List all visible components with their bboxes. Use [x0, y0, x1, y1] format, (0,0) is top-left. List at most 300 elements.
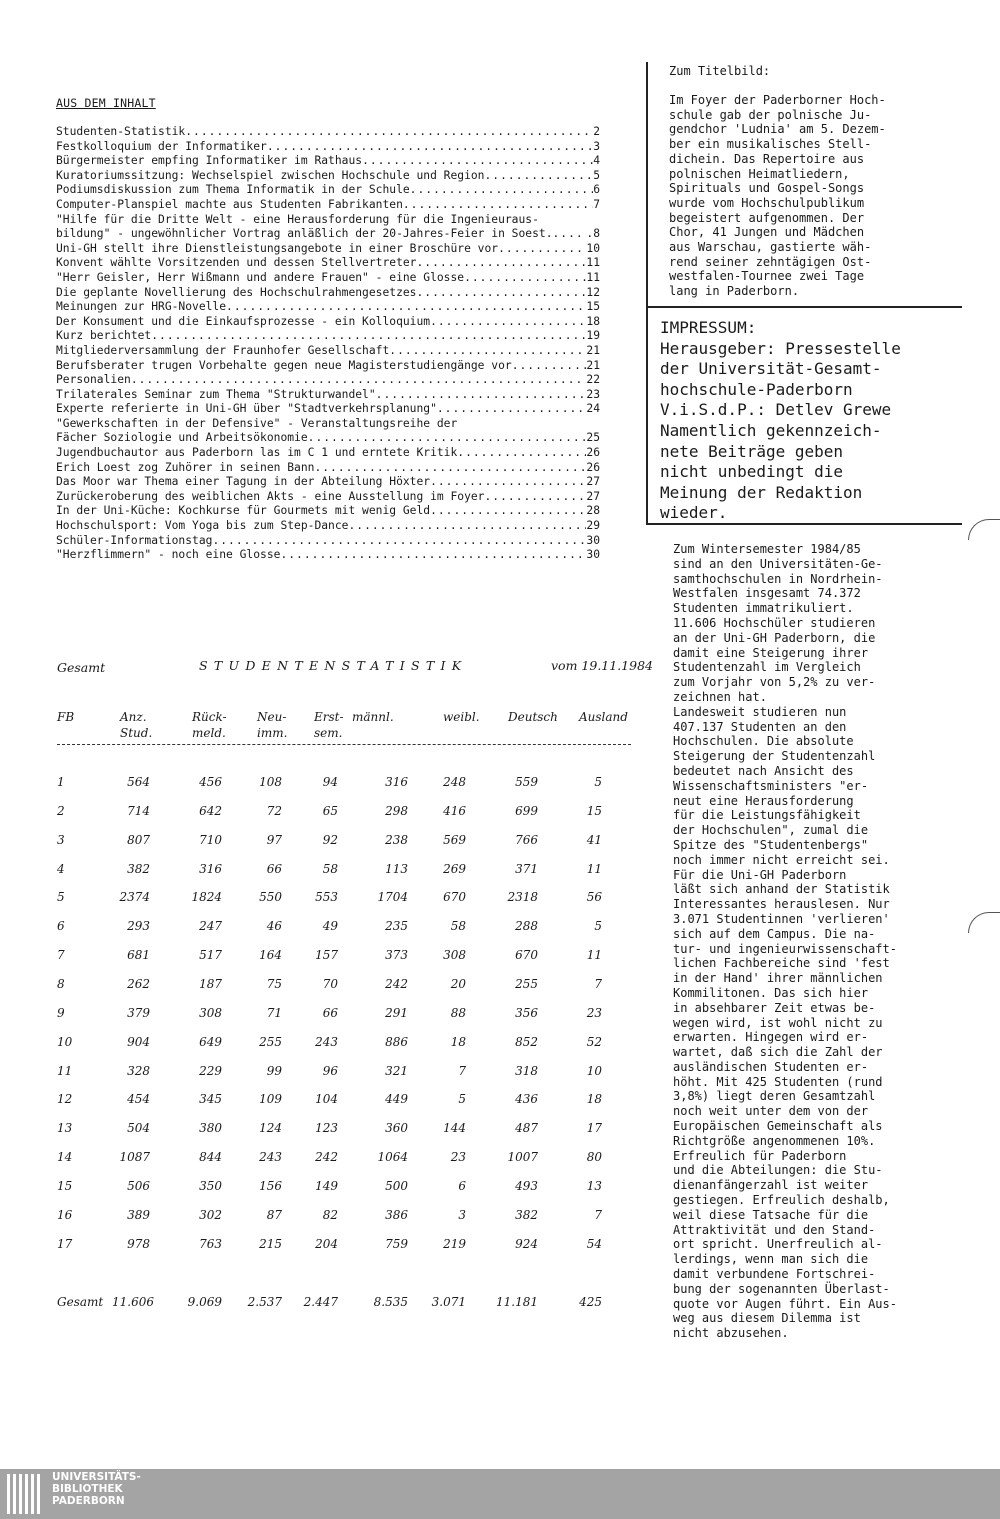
logo-line: BIBLIOTHEK	[52, 1483, 123, 1495]
stat-cell: 94	[322, 775, 338, 789]
toc-leader	[267, 140, 593, 155]
toc-entry	[56, 417, 600, 432]
toc-entry-title: Fächer Soziologie und Arbeitsökonomie	[56, 431, 308, 445]
stat-total-cell: 11.606	[112, 1295, 154, 1309]
toc-entry-page: 28	[586, 504, 600, 518]
article-text	[673, 542, 913, 1341]
stat-cell: 54	[586, 1236, 602, 1251]
toc-entry-page: 24	[586, 402, 600, 416]
toc-entry-page: 27	[586, 489, 600, 503]
stat-cell: 18	[586, 1092, 602, 1107]
toc-entry-page: 4	[593, 154, 600, 168]
toc-leader	[212, 534, 586, 549]
stat-cell: 7	[594, 976, 602, 991]
stat-column-header: Deutsch	[508, 710, 558, 724]
stat-cell: 564	[127, 775, 150, 789]
stat-cell: 924	[515, 1236, 538, 1251]
toc-leader	[131, 373, 587, 388]
stat-cell: 517	[199, 948, 222, 963]
toc-entry-title: In der Uni-Küche: Kochkurse für Gourmets mit wenig Geld	[56, 504, 431, 518]
toc-entry-title: Festkolloquium der Informatiker	[56, 139, 267, 153]
toc-entry	[56, 300, 600, 315]
article-paragraph: Zum Wintersemester 1984/85 sind an den Universitäten-Ge- samthochschulen in Nordrhein- Westfalen insgesamt 74.372 Studenten immatrikuliert. 11.606 Hochschüler studieren an der Uni-GH Paderborn, die damit eine Steigerung ihrer Studentenzahl im Vergleich zum Vorjahr von 5,2% zu ver- zeichnen hat.	[673, 542, 883, 704]
stat-cell: 449	[385, 1092, 408, 1107]
toc-entry-page: 30	[586, 533, 600, 547]
stat-cell: 52	[586, 1034, 602, 1049]
toc-leader	[226, 300, 586, 315]
stat-cell: 248	[443, 775, 466, 789]
stat-cell: 356	[515, 1005, 538, 1020]
stat-cell: 759	[385, 1236, 408, 1251]
stat-fb-cell: 8	[57, 976, 65, 991]
stat-cell: 1704	[377, 890, 408, 905]
toc-entry	[56, 534, 600, 549]
stat-cell: 5	[458, 1092, 466, 1107]
stat-cell: 56	[586, 890, 602, 905]
toc-leader	[410, 183, 594, 198]
toc-entry	[56, 402, 600, 417]
stat-cell: 66	[266, 861, 282, 876]
toc-entry-page: 7	[593, 197, 600, 211]
stat-cell: 2318	[507, 890, 538, 905]
stat-column-header: Ausland	[579, 710, 628, 724]
stat-cell: 87	[266, 1207, 282, 1222]
stat-cell: 308	[199, 1005, 222, 1020]
toc-entry	[56, 431, 600, 446]
article-paragraph: Für die Uni-GH Paderborn läßt sich anhand der Statistik Interessantes herauslesen. Nur 3.071 Studentinnen 'verlieren' sich auf dem Campus. Die na- tur- und ingenieurwissenschaft- lichen Fachbereiche sind 'fest in der Hand' ihrer männlichen Kommilitonen. Das sich hier in absehbarer Zeit etwas be- wegen wird, ist wohl nicht zu erwarten. Hingegen wird er- wartet, daß sich die Zahl der ausländischen Studenten er- höht. Mit 425 Studenten (rund 3,8%) liegt deren Gesamtzahl noch weit unter dem von der Europäischen Gemeinschaft als Richtgröße angenommenen 10%.	[673, 867, 897, 1148]
imprint-line: nete Beiträge geben	[660, 441, 844, 461]
toc-leader	[348, 519, 586, 534]
stat-label: Gesamt	[57, 660, 106, 675]
toc-leader	[553, 227, 587, 242]
stat-cell: 504	[127, 1121, 150, 1136]
column-divider	[646, 62, 648, 524]
toc-entry-page: 19	[586, 329, 600, 343]
toc-entry-title: Bürgermeister empfing Informatiker im Rathaus	[56, 154, 363, 168]
stat-cell: 255	[515, 976, 538, 991]
stat-cell: 96	[322, 1063, 338, 1078]
stat-cell: 20	[450, 976, 466, 991]
stat-cell: 386	[385, 1207, 408, 1222]
stat-cell: 164	[259, 948, 282, 963]
stat-cell: 247	[199, 919, 222, 934]
stat-cell: 382	[515, 1207, 538, 1222]
stat-title: STUDENTENSTATISTIK	[199, 658, 468, 673]
stat-fb-cell: 6	[57, 919, 65, 934]
imprint-line: hochschule-Paderborn	[660, 379, 853, 399]
stat-cell: 156	[259, 1178, 282, 1193]
toc-entry	[56, 125, 600, 140]
toc-entry	[56, 256, 600, 271]
stat-cell: 670	[515, 948, 538, 963]
stat-cell: 2374	[119, 890, 150, 905]
stat-cell: 852	[515, 1034, 538, 1049]
cover-text: Im Foyer der Paderborner Hoch- schule gab der polnische Ju- gendchor 'Ludnia' am 5. Dezem- ber ein musikalisches Stell- dichein. Das Repertoire aus polnischen Heimatliedern, Spirituals und Gospel-Songs wurde vom Hochschulpublikum begeistert aufgenommen. Der Chor, 41 Jungen und Mädchen aus Warschau, gastierte wäh- rend seiner zehntägigen Ost- westfalen-Tournee zwei Tage lang in Paderborn.	[669, 93, 886, 299]
toc-entry	[56, 519, 600, 534]
toc-entry-title: Experte referierte in Uni-GH über "Stadtverkehrsplanung"	[56, 402, 437, 416]
stat-cell: 215	[259, 1236, 282, 1251]
stat-cell: 487	[515, 1121, 538, 1136]
stat-cell: 360	[385, 1121, 408, 1136]
toc-entry-title: "Herr Geisler, Herr Wißmann und andere Frauen" - eine Glosse	[56, 270, 465, 284]
toc-entry-page: 12	[586, 285, 600, 299]
stat-cell: 316	[199, 861, 222, 876]
stat-column-header: weibl.	[443, 710, 480, 724]
toc-leader	[498, 242, 586, 257]
page-curl-mark	[968, 912, 1000, 933]
stat-total-cell: 8.535	[373, 1295, 408, 1309]
stat-cell: 243	[315, 1034, 338, 1049]
stat-column-header: FB	[57, 710, 75, 724]
stat-fb-cell: 15	[57, 1178, 73, 1193]
stat-cell: 321	[385, 1063, 408, 1078]
toc-entry-title: Personalien	[56, 373, 131, 387]
toc-entry-page: 27	[586, 475, 600, 489]
stat-cell: 670	[443, 890, 466, 905]
stat-cell: 243	[259, 1150, 282, 1165]
library-logo-text	[52, 1471, 141, 1507]
stat-cell: 373	[385, 948, 408, 963]
imprint-line: der Universität-Gesamt-	[660, 359, 882, 379]
stat-fb-cell: 12	[57, 1092, 73, 1107]
stat-cell: 238	[385, 832, 408, 847]
stat-cell: 17	[586, 1121, 602, 1136]
toc-entry	[56, 227, 600, 242]
logo-line: PADERBORN	[52, 1495, 125, 1507]
stat-cell: 714	[127, 803, 150, 818]
toc-entry	[56, 213, 600, 228]
stat-cell: 18	[450, 1034, 466, 1049]
logo-line: UNIVERSITÄTS-	[52, 1471, 141, 1483]
stat-fb-cell: 4	[57, 861, 65, 876]
toc-entry-title: Studenten-Statistik	[56, 125, 186, 138]
toc-entry	[56, 490, 600, 505]
toc-entry-page: 30	[586, 548, 600, 562]
toc-entry-title: Berufsberater trugen Vorbehalte gegen neue Magisterstudiengänge vor	[56, 358, 512, 372]
stat-column-header: Rück- meld.	[192, 710, 227, 740]
stat-cell: 82	[322, 1207, 338, 1222]
stat-cell: 242	[315, 1150, 338, 1165]
stat-cell: 235	[385, 919, 408, 934]
stat-cell: 15	[586, 803, 602, 818]
page-curl-mark	[968, 519, 1000, 540]
toc-entry	[56, 140, 600, 155]
stat-cell: 710	[199, 832, 222, 847]
stat-fb-cell: 7	[57, 948, 65, 963]
stat-cell: 763	[199, 1236, 222, 1251]
article-paragraph: Landesweit studieren nun 407.137 Studenten an den Hochschulen. Die absolute Steigerung der Studentenzahl bedeutet nach Ansicht des Wissenschaftsministers "er- neut eine Herausforderung für die Leistungsfähigkeit der Hochschulen", zumal die Spitze des "Studentenbergs" noch immer nicht erreicht sei.	[673, 704, 890, 867]
stat-cell: 1007	[507, 1150, 538, 1165]
stat-cell: 681	[127, 948, 150, 963]
toc-entry-title: Kurz berichtet	[56, 329, 152, 343]
stat-cell: 13	[586, 1178, 602, 1193]
stat-cell: 1824	[191, 890, 222, 905]
stat-cell: 66	[322, 1005, 338, 1020]
toc-entry-page: 26	[586, 460, 600, 474]
stat-cell: 345	[199, 1092, 222, 1107]
stat-cell: 204	[315, 1236, 338, 1251]
stat-cell: 844	[199, 1150, 222, 1165]
stat-cell: 288	[515, 919, 538, 934]
toc-entry-title: bildung" - ungewöhnlicher Vortrag anläßlich der 20-Jahres-Feier in Soest.	[56, 227, 553, 241]
toc-entry-title: Kuratoriumssitzung: Wechselspiel zwischen Hochschule und Region	[56, 168, 485, 182]
toc-entry-page: 6	[593, 183, 600, 197]
toc-entry	[56, 169, 600, 184]
toc-entry	[56, 446, 600, 461]
stat-cell: 72	[266, 803, 282, 818]
stat-cell: 559	[515, 775, 538, 789]
stat-cell: 113	[385, 861, 408, 876]
toc-leader	[362, 154, 593, 169]
stat-cell: 104	[315, 1092, 338, 1107]
stat-column-header: Anz. Stud.	[120, 710, 153, 740]
toc-entry-page: 26	[586, 446, 600, 460]
toc-entry	[56, 315, 600, 330]
toc-entry-title: Jugendbuchautor aus Paderborn las im C 1 und erntete Kritik	[56, 446, 458, 460]
toc-entry-title: Das Moor war Thema einer Tagung in der Abteilung Höxter	[56, 475, 431, 489]
imprint-line: nicht unbedingt die	[660, 462, 844, 482]
stat-fb-cell: 9	[57, 1005, 65, 1020]
toc-entry-page: 23	[586, 387, 600, 401]
stat-cell: 109	[259, 1092, 282, 1107]
toc-entry-title: Der Konsument und die Einkaufsprozesse - ein Kolloquium	[56, 314, 431, 328]
stat-cell: 293	[127, 919, 150, 934]
toc-entry-page: 2	[593, 125, 600, 138]
stat-cell: 49	[322, 919, 338, 934]
stat-cell: 123	[315, 1121, 338, 1136]
imprint-line: Namentlich gekennzeich-	[660, 420, 882, 440]
stat-cell: 149	[315, 1178, 338, 1193]
stat-cell: 699	[515, 803, 538, 818]
stat-cell: 904	[127, 1034, 150, 1049]
toc-entry	[56, 461, 600, 476]
stat-cell: 389	[127, 1207, 150, 1222]
stat-cell: 269	[443, 861, 466, 876]
toc-entry-title: Computer-Planspiel machte aus Studenten Fabrikanten	[56, 197, 403, 211]
toc-entry	[56, 198, 600, 213]
stat-cell: 371	[515, 861, 538, 876]
stat-column-header: männl.	[352, 710, 394, 724]
toc-leader	[314, 461, 586, 476]
stat-fb-cell: 5	[57, 890, 65, 905]
imprint-line: wieder.	[660, 503, 728, 523]
toc-leader	[389, 344, 586, 359]
toc-entry	[56, 359, 600, 374]
stat-cell: 316	[385, 775, 408, 789]
toc-entry-title: Trilaterales Seminar zum Thema "Strukturwandel"	[56, 387, 376, 401]
stat-cell: 46	[266, 919, 282, 934]
stat-column-header: Erst- sem.	[314, 710, 344, 740]
cover-title: Zum Titelbild:	[669, 64, 771, 78]
toc-entry-page: 21	[586, 358, 600, 372]
stat-cell: 328	[127, 1063, 150, 1078]
toc-entry-title: Meinungen zur HRG-Novelle	[56, 300, 227, 314]
toc-entry-page: .8	[586, 227, 600, 241]
toc-entry	[56, 286, 600, 301]
stat-cell: 23	[586, 1005, 602, 1020]
toc-entry-page: 18	[586, 314, 600, 328]
stat-cell: 886	[385, 1034, 408, 1049]
stat-rule	[57, 744, 631, 745]
stat-cell: 416	[443, 803, 466, 818]
stat-fb-cell: 2	[57, 803, 65, 818]
stat-cell: 807	[127, 832, 150, 847]
toc-entry	[56, 475, 600, 490]
stat-cell: 92	[322, 832, 338, 847]
article-paragraph: Erfreulich für Paderborn und die Abteilungen: die Stu- dienanfängerzahl ist weiter gestiegen. Erfreulich deshalb, weil diese Tatsache für die Attraktivität und den Stand- ort spricht. Unerfreulich al- lerdings, wenn man sich die damit verbundene Fortschrei- bung der sogenannten Überlast- quote vor Augen führt. Ein Aus- weg aus diesem Dilemma ist nicht abzusehen.	[673, 1148, 897, 1341]
toc-entry-page: 21	[586, 343, 600, 357]
stat-fb-cell: 3	[57, 832, 65, 847]
stat-cell: 5	[594, 919, 602, 934]
imprint-line: Herausgeber: Pressestelle	[660, 338, 901, 358]
stat-total-cell: 2.537	[247, 1295, 282, 1309]
stat-cell: 88	[450, 1005, 466, 1020]
stat-cell: 7	[594, 1207, 602, 1222]
stat-cell: 124	[259, 1121, 282, 1136]
toc-entry-page: 25	[586, 431, 600, 445]
stat-cell: 5	[594, 775, 602, 789]
stat-cell: 493	[515, 1178, 538, 1193]
toc-leader	[151, 329, 586, 344]
stat-cell: 71	[266, 1005, 282, 1020]
toc-entry-title: Erich Loest zog Zuhörer in seinen Bann	[56, 460, 315, 474]
toc-entry-page: 15	[586, 300, 600, 314]
toc-entry-title: Mitgliederversammlung der Fraunhofer Gesellschaft	[56, 343, 390, 357]
toc-entry-title: "Hilfe für die Dritte Welt - eine Herausforderung für die Ingenieuraus-	[56, 212, 539, 226]
toc-leader	[376, 388, 587, 403]
stat-date: vom 19.11.1984	[551, 658, 653, 673]
stat-cell: 569	[443, 832, 466, 847]
toc-entry-title: Podiumsdiskussion zum Thema Informatik in der Schule	[56, 183, 410, 197]
stat-total-cell: 425	[579, 1295, 602, 1309]
stat-cell: 379	[127, 1005, 150, 1020]
stat-total-cell: 11.181	[496, 1295, 538, 1309]
stat-cell: 766	[515, 832, 538, 847]
toc-leader	[437, 402, 587, 417]
stat-fb-cell: 11	[57, 1063, 73, 1078]
stat-cell: 642	[199, 803, 222, 818]
toc-entry	[56, 329, 600, 344]
stat-cell: 380	[199, 1121, 222, 1136]
stat-cell: 23	[450, 1150, 466, 1165]
stat-fb-cell: 1	[57, 775, 65, 789]
stat-cell: 65	[322, 803, 338, 818]
toc-leader	[539, 213, 600, 228]
toc-entry	[56, 271, 600, 286]
stat-cell: 108	[259, 775, 282, 789]
toc-leader	[185, 125, 593, 140]
stat-cell: 1064	[377, 1150, 408, 1165]
toc-entry-title: Die geplante Novellierung des Hochschulrahmengesetzes	[56, 285, 417, 299]
toc-leader	[484, 490, 586, 505]
stat-cell: 302	[199, 1207, 222, 1222]
stat-cell: 262	[127, 976, 150, 991]
toc-leader	[403, 198, 593, 213]
stat-cell: 456	[199, 775, 222, 789]
stat-cell: 454	[127, 1092, 150, 1107]
library-footer	[0, 1469, 1000, 1519]
stat-cell: 70	[322, 976, 338, 991]
stat-total-cell: 9.069	[187, 1295, 222, 1309]
toc-entry-title: Zurückeroberung des weiblichen Akts - eine Ausstellung im Foyer	[56, 489, 485, 503]
stat-cell: 99	[266, 1063, 282, 1078]
stat-cell: 550	[259, 890, 282, 905]
toc-entry-title: Konvent wählte Vorsitzenden und dessen Stellvertreter	[56, 256, 417, 270]
toc-entry	[56, 388, 600, 403]
stat-cell: 7	[458, 1063, 466, 1078]
stat-cell: 58	[450, 919, 466, 934]
toc-leader	[512, 359, 587, 374]
stat-cell: 308	[443, 948, 466, 963]
box-divider-top	[646, 306, 962, 308]
table-of-contents	[56, 125, 600, 563]
stat-cell: 219	[443, 1236, 466, 1251]
stat-cell: 255	[259, 1034, 282, 1049]
stat-cell: 187	[199, 976, 222, 991]
library-logo-icon	[7, 1474, 45, 1514]
toc-leader	[308, 431, 587, 446]
stat-total-cell: 2.447	[303, 1295, 338, 1309]
toc-entry-title: Schüler-Informationstag	[56, 533, 213, 547]
imprint-line: V.i.S.d.P.: Detlev Grewe	[660, 400, 892, 420]
toc-entry	[56, 504, 600, 519]
stat-cell: 318	[515, 1063, 538, 1078]
stat-cell: 298	[385, 803, 408, 818]
toc-leader	[416, 256, 586, 271]
toc-entry	[56, 183, 600, 198]
toc-leader	[457, 446, 586, 461]
stat-cell: 382	[127, 861, 150, 876]
stat-total-cell: 3.071	[431, 1295, 466, 1309]
toc-entry-page: 11	[586, 270, 600, 284]
toc-entry-page: 10	[586, 241, 600, 255]
stat-cell: 41	[586, 832, 602, 847]
stat-fb-cell: 16	[57, 1207, 73, 1222]
toc-entry-title: "Gewerkschaften in der Defensive" - Veranstaltungsreihe der	[56, 416, 458, 430]
toc-leader	[430, 315, 586, 330]
stat-cell: 157	[315, 948, 338, 963]
stat-cell: 144	[443, 1121, 466, 1136]
stat-cell: 350	[199, 1178, 222, 1193]
stat-cell: 11	[586, 861, 602, 876]
stat-cell: 6	[458, 1178, 466, 1193]
imprint-line: Meinung der Redaktion	[660, 482, 863, 502]
toc-leader	[430, 475, 586, 490]
stat-fb-cell: 10	[57, 1034, 73, 1049]
stat-cell: 436	[515, 1092, 538, 1107]
toc-entry	[56, 373, 600, 388]
stat-cell: 506	[127, 1178, 150, 1193]
stat-cell: 229	[199, 1063, 222, 1078]
toc-leader	[280, 548, 586, 563]
stat-cell: 75	[266, 976, 282, 991]
stat-cell: 553	[315, 890, 338, 905]
toc-heading: AUS DEM INHALT	[56, 96, 156, 110]
toc-entry-page: 29	[586, 519, 600, 533]
toc-entry	[56, 548, 600, 563]
stat-fb-cell: 17	[57, 1236, 73, 1251]
stat-cell: 58	[322, 861, 338, 876]
toc-entry-title: Uni-GH stellt ihre Dienstleistungsangebote in einer Broschüre vor	[56, 241, 499, 255]
stat-fb-cell: 14	[57, 1150, 73, 1165]
stat-cell: 97	[266, 832, 282, 847]
stat-fb-cell: 13	[57, 1121, 73, 1136]
stat-cell: 3	[458, 1207, 466, 1222]
toc-entry-page: 22	[586, 373, 600, 387]
stat-total-label: Gesamt	[57, 1295, 104, 1309]
toc-leader	[457, 417, 600, 432]
toc-leader	[484, 169, 593, 184]
